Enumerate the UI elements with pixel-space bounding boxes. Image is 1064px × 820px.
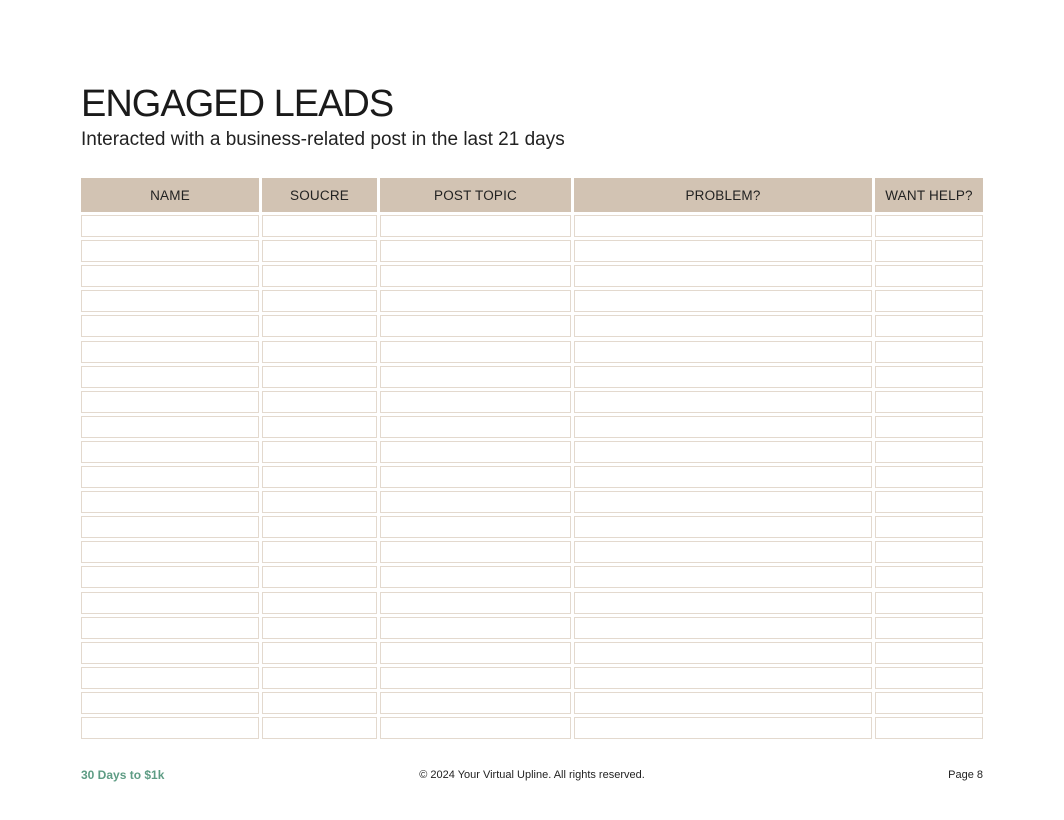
table-cell-name (81, 315, 259, 337)
table-cell-post-topic (380, 491, 571, 513)
table-cell-post-topic (380, 240, 571, 262)
table-cell-want-help (875, 441, 983, 463)
table-cell-source (262, 566, 377, 588)
table-cell-problem (574, 667, 872, 689)
table-cell-want-help (875, 215, 983, 237)
table-cell-source (262, 466, 377, 488)
table-cell-post-topic (380, 592, 571, 614)
table-cell-source (262, 416, 377, 438)
table-cell-source (262, 617, 377, 639)
table-cell-problem (574, 692, 872, 714)
table-cell-post-topic (380, 441, 571, 463)
table-cell-post-topic (380, 541, 571, 563)
table-cell-want-help (875, 667, 983, 689)
table-cell-want-help (875, 341, 983, 363)
table-cell-problem (574, 315, 872, 337)
table-cell-problem (574, 592, 872, 614)
table-cell-want-help (875, 265, 983, 287)
table-cell-want-help (875, 315, 983, 337)
table-cell-want-help (875, 592, 983, 614)
table-cell-problem (574, 416, 872, 438)
table-cell-source (262, 315, 377, 337)
leads-table (81, 178, 983, 739)
footer-brand: 30 Days to $1k (81, 768, 165, 782)
table-cell-name (81, 265, 259, 287)
column-header-want-help: WANT HELP? (875, 178, 983, 212)
table-cell-name (81, 290, 259, 312)
table-cell-name (81, 466, 259, 488)
table-cell-name (81, 366, 259, 388)
table-cell-source (262, 265, 377, 287)
table-cell-problem (574, 441, 872, 463)
table-cell-problem (574, 566, 872, 588)
table-cell-post-topic (380, 466, 571, 488)
table-cell-name (81, 541, 259, 563)
table-cell-problem (574, 466, 872, 488)
table-cell-post-topic (380, 341, 571, 363)
table-cell-name (81, 516, 259, 538)
table-cell-source (262, 717, 377, 739)
column-header-post-topic: POST TOPIC (380, 178, 571, 212)
table-cell-name (81, 566, 259, 588)
table-cell-source (262, 290, 377, 312)
table-cell-problem (574, 642, 872, 664)
table-cell-want-help (875, 290, 983, 312)
table-cell-post-topic (380, 692, 571, 714)
table-cell-problem (574, 215, 872, 237)
table-cell-source (262, 541, 377, 563)
table-cell-want-help (875, 366, 983, 388)
table-cell-post-topic (380, 717, 571, 739)
table-cell-want-help (875, 692, 983, 714)
table-cell-source (262, 692, 377, 714)
table-cell-want-help (875, 566, 983, 588)
table-cell-name (81, 667, 259, 689)
column-header-name: NAME (81, 178, 259, 212)
table-cell-source (262, 516, 377, 538)
table-cell-want-help (875, 642, 983, 664)
table-cell-source (262, 642, 377, 664)
table-cell-source (262, 240, 377, 262)
table-cell-post-topic (380, 265, 571, 287)
table-cell-problem (574, 541, 872, 563)
page-title: ENGAGED LEADS (81, 83, 394, 125)
table-cell-problem (574, 265, 872, 287)
table-cell-name (81, 240, 259, 262)
table-cell-problem (574, 491, 872, 513)
footer-page-number: Page 8 (948, 769, 983, 781)
column-header-source: SOUCRE (262, 178, 377, 212)
table-cell-source (262, 592, 377, 614)
table-cell-problem (574, 240, 872, 262)
table-cell-name (81, 416, 259, 438)
table-cell-source (262, 667, 377, 689)
table-cell-source (262, 366, 377, 388)
table-cell-name (81, 592, 259, 614)
table-cell-name (81, 617, 259, 639)
table-cell-name (81, 717, 259, 739)
table-cell-post-topic (380, 366, 571, 388)
table-cell-name (81, 391, 259, 413)
table-cell-problem (574, 341, 872, 363)
table-cell-post-topic (380, 566, 571, 588)
table-cell-post-topic (380, 215, 571, 237)
table-cell-name (81, 215, 259, 237)
table-cell-source (262, 391, 377, 413)
table-cell-want-help (875, 491, 983, 513)
footer-copyright: © 2024 Your Virtual Upline. All rights reserved. (419, 769, 645, 781)
table-cell-post-topic (380, 667, 571, 689)
table-cell-source (262, 341, 377, 363)
table-cell-want-help (875, 516, 983, 538)
table-cell-source (262, 491, 377, 513)
table-cell-name (81, 441, 259, 463)
table-cell-source (262, 215, 377, 237)
table-cell-name (81, 341, 259, 363)
table-cell-problem (574, 516, 872, 538)
table-cell-post-topic (380, 617, 571, 639)
table-cell-name (81, 491, 259, 513)
table-cell-post-topic (380, 391, 571, 413)
table-cell-name (81, 692, 259, 714)
table-cell-problem (574, 366, 872, 388)
table-cell-want-help (875, 717, 983, 739)
table-cell-want-help (875, 240, 983, 262)
table-cell-problem (574, 717, 872, 739)
table-cell-post-topic (380, 315, 571, 337)
table-cell-source (262, 441, 377, 463)
table-cell-want-help (875, 416, 983, 438)
page-subtitle: Interacted with a business-related post in the last 21 days (81, 129, 565, 150)
table-cell-post-topic (380, 516, 571, 538)
table-cell-problem (574, 290, 872, 312)
table-cell-want-help (875, 391, 983, 413)
table-cell-want-help (875, 541, 983, 563)
table-cell-name (81, 642, 259, 664)
table-cell-want-help (875, 466, 983, 488)
table-cell-problem (574, 617, 872, 639)
table-cell-problem (574, 391, 872, 413)
table-cell-post-topic (380, 290, 571, 312)
table-cell-want-help (875, 617, 983, 639)
table-cell-post-topic (380, 642, 571, 664)
column-header-problem: PROBLEM? (574, 178, 872, 212)
table-cell-post-topic (380, 416, 571, 438)
